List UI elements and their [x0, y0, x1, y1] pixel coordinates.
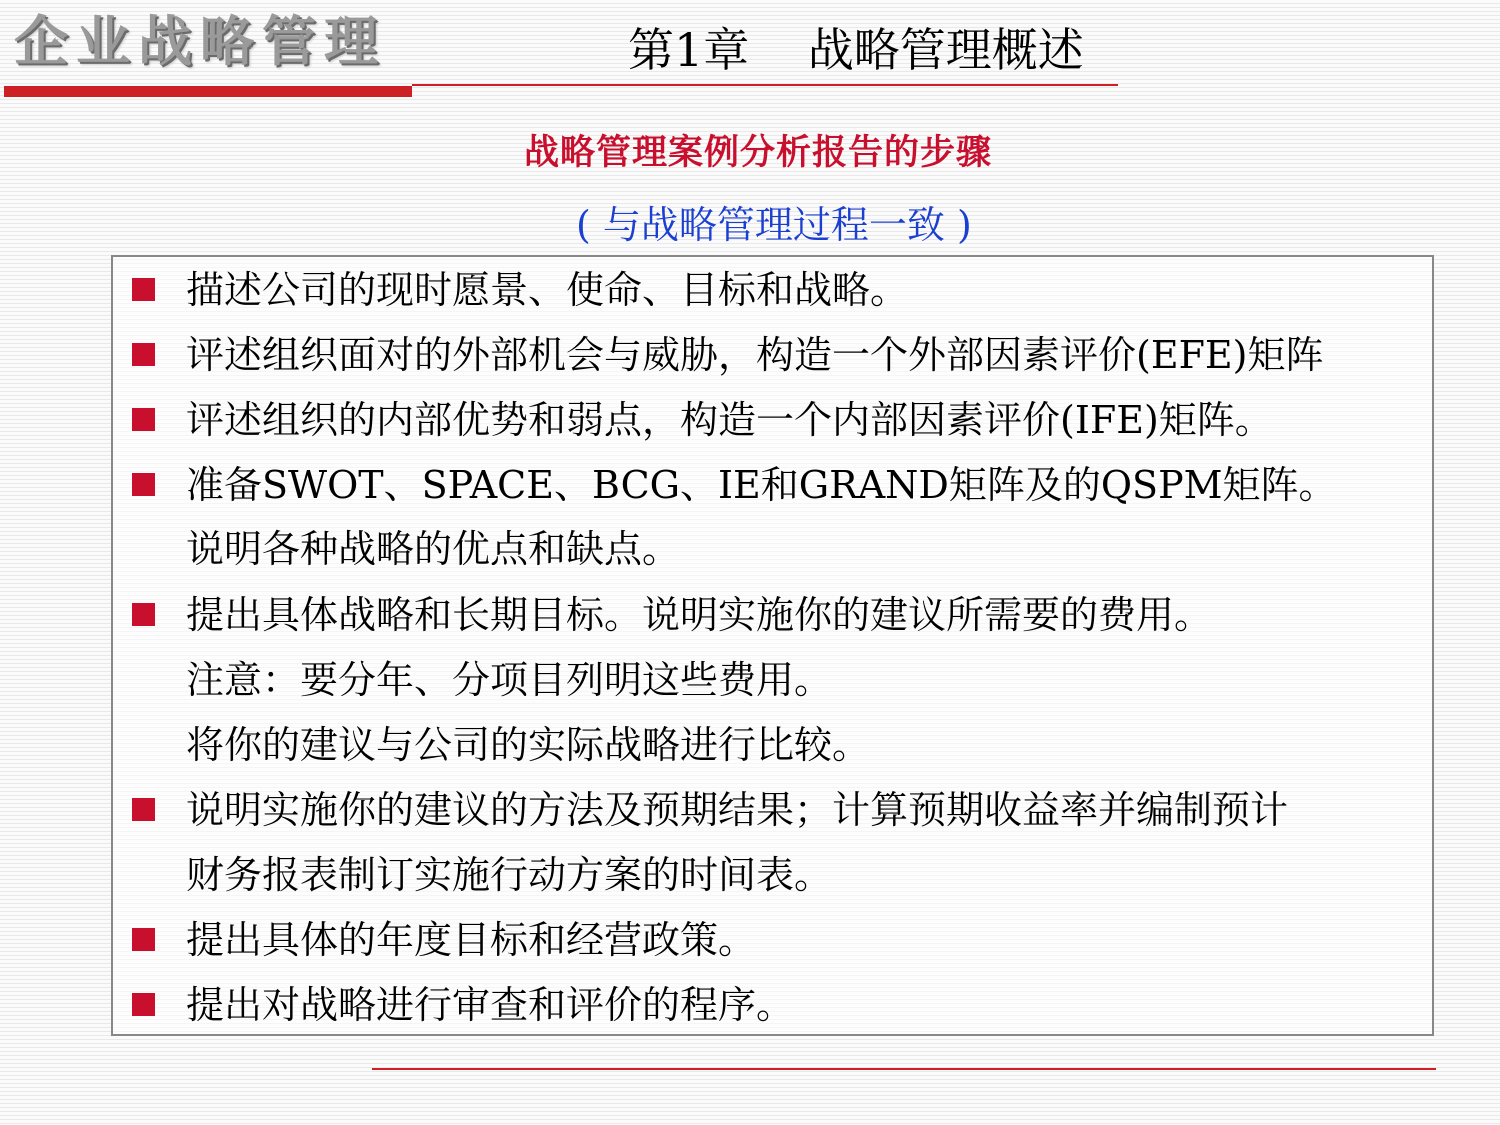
- header-divider-line: [412, 84, 1118, 86]
- list-item-text: 提出对战略进行审查和评价的程序。: [186, 983, 795, 1027]
- list-item-continuation: 将你的建议与公司的实际战略进行比较。: [186, 723, 871, 767]
- list-item-text: 准备SWOT、SPACE、BCG、IE和GRAND矩阵及的QSPM矩阵。: [186, 463, 1337, 507]
- chapter-title: 第1章 战略管理概述: [628, 23, 1084, 77]
- list-item-text: 描述公司的现时愿景、使命、目标和战略。: [186, 268, 909, 312]
- bullet-marker: [132, 278, 155, 301]
- bullet-marker: [132, 928, 155, 951]
- list-item-continuation: 说明各种战略的优点和缺点。: [186, 527, 681, 571]
- brand-underline-bar: [4, 86, 412, 97]
- bullet-marker: [132, 993, 155, 1016]
- list-item-text: 说明实施你的建议的方法及预期结果；计算预期收益率并编制预计: [186, 788, 1289, 832]
- bullet-marker: [132, 473, 155, 496]
- slide-subtitle: ( 与战略管理过程一致 ): [576, 203, 972, 247]
- list-item-text: 评述组织面对的外部机会与威胁，构造一个外部因素评价(EFE)矩阵: [186, 333, 1324, 377]
- list-item-continuation: 财务报表制订实施行动方案的时间表。: [186, 853, 833, 897]
- slide-title: 战略管理案例分析报告的步骤: [523, 133, 992, 173]
- bullet-marker: [132, 603, 155, 626]
- list-item-text: 提出具体战略和长期目标。说明实施你的建议所需要的费用。: [186, 593, 1213, 637]
- bullet-marker: [132, 408, 155, 431]
- bullet-marker: [132, 343, 155, 366]
- bullet-marker: [132, 798, 155, 821]
- list-item-continuation: 注意：要分年、分项目列明这些费用。: [186, 658, 833, 702]
- slide-title-wrapper: [0, 128, 1500, 178]
- list-item-text: 提出具体的年度目标和经营政策。: [186, 918, 757, 962]
- brand-title: 企业战略管理: [14, 10, 386, 73]
- footer-divider-line: [372, 1068, 1436, 1070]
- list-item-text: 评述组织的内部优势和弱点，构造一个内部因素评价(IFE)矩阵。: [186, 398, 1273, 442]
